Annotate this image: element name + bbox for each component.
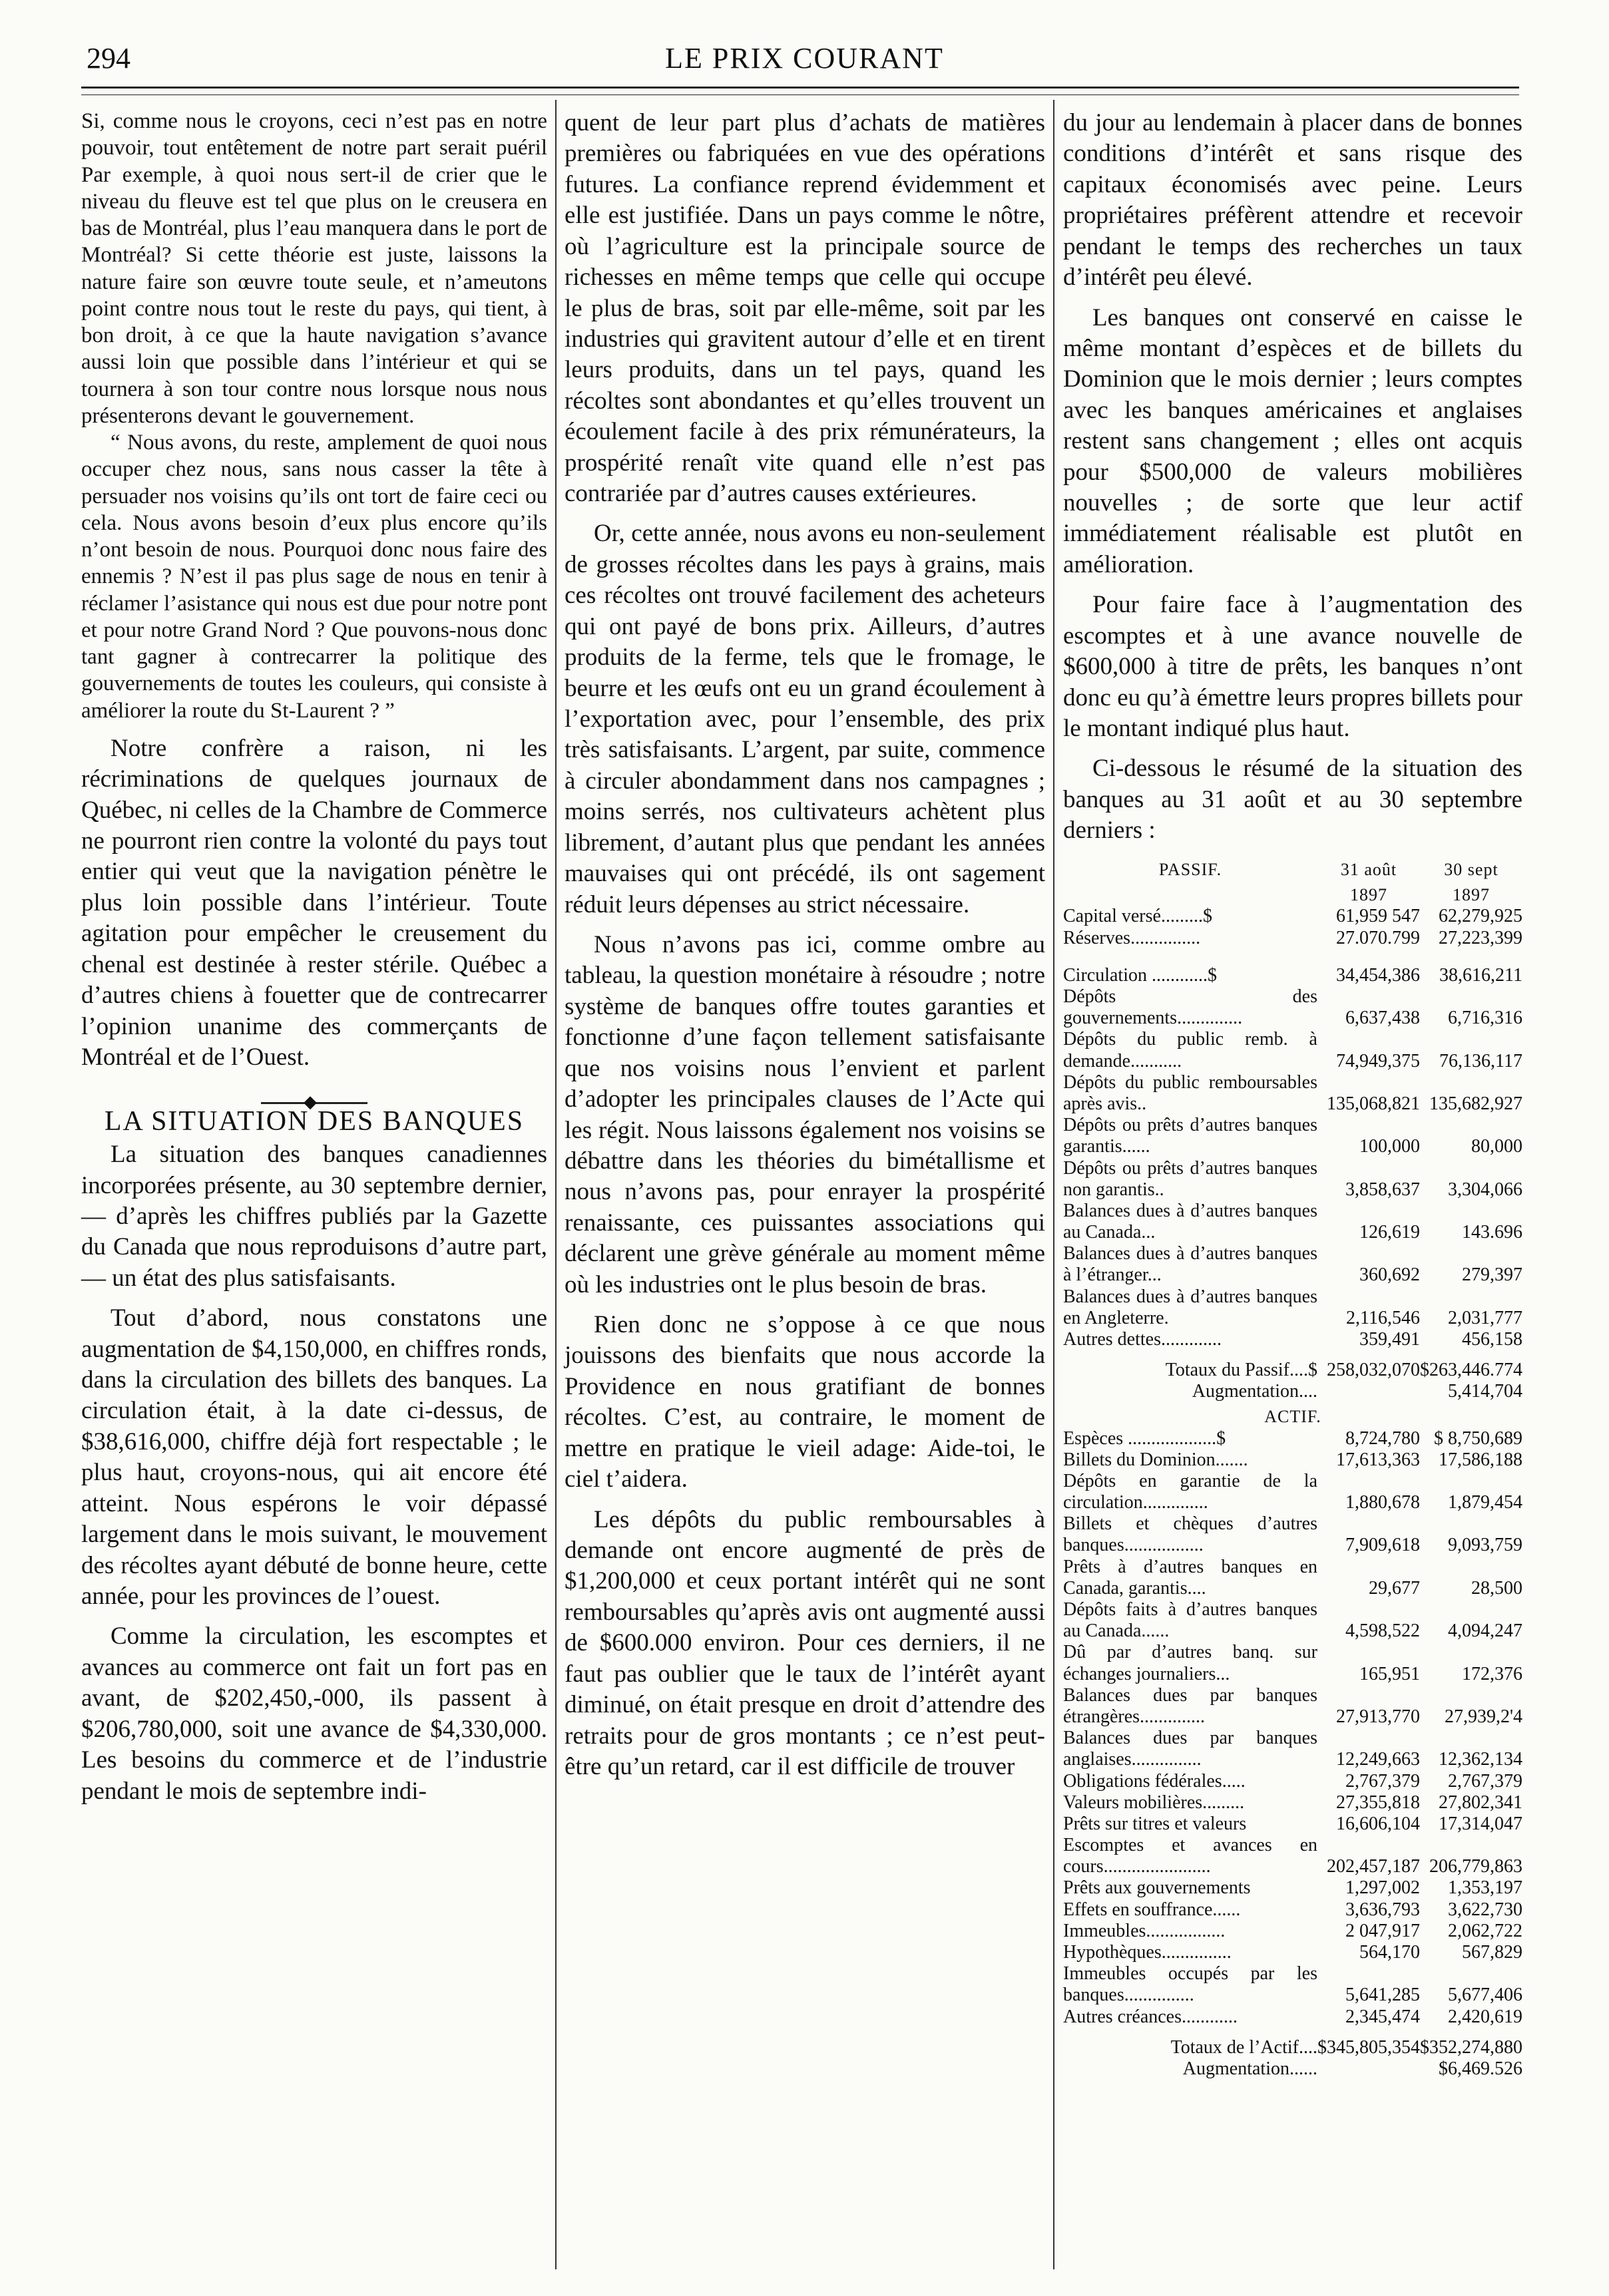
paragraph: La situation des banques canadiennes incorporées présente, au 30 septembre dernier, — d’après les chiffres publiés par la Gazette du Canada que nous reproduisons d’autre part,— un état des plus satisfaisants. bbox=[81, 1141, 547, 1292]
row-label: Dépôts des gouvernements.............. bbox=[1063, 986, 1317, 1029]
passif-total-a: 258,032,070 bbox=[1327, 1360, 1420, 1381]
header-rule bbox=[81, 87, 1519, 89]
table-row bbox=[1063, 1115, 1522, 1157]
row-value-aug: 135,068,821 bbox=[1327, 1093, 1420, 1114]
row-value-aug: 126,619 bbox=[1359, 1222, 1420, 1243]
row-value-aug: 2 047,917 bbox=[1345, 1920, 1420, 1941]
row-value-aug: 2,116,546 bbox=[1346, 1307, 1420, 1328]
row-value-sep: 27,939,2'4 bbox=[1444, 1706, 1522, 1727]
table-row bbox=[1063, 1428, 1522, 1449]
row-value-aug: 27.070.799 bbox=[1336, 927, 1420, 948]
table-row bbox=[1063, 1792, 1522, 1814]
row-value-sep: 3,304,066 bbox=[1448, 1179, 1522, 1200]
row-label: Dépôts faits à d’autres banques au Canada...... bbox=[1063, 1599, 1317, 1642]
row-value-sep: 2,767,379 bbox=[1448, 1770, 1522, 1792]
paragraph: Rien donc ne s’oppose à ce que nous jouissons des bienfaits que nous accorde la Providence en nous gratifiant de bonnes récoltes. C’est, au contraire, le moment de mettre en pratique le vieil adage: Aide-toi, le ciel t’aidera. bbox=[565, 1311, 1045, 1493]
table-row bbox=[1063, 1963, 1522, 2006]
row-label: Dépôts du public remboursables après avis.. bbox=[1063, 1071, 1317, 1114]
actif-total-b: $352,274,880 bbox=[1420, 2036, 1522, 2058]
column-separator bbox=[555, 100, 557, 2269]
passif-augmentation-label: Augmentation.... bbox=[1192, 1381, 1317, 1402]
table-row bbox=[1063, 1029, 1522, 1071]
row-label: Escomptes et avances en cours....................... bbox=[1063, 1835, 1317, 1877]
row-value-sep: 1,353,197 bbox=[1448, 1877, 1522, 1899]
table-row bbox=[1063, 928, 1522, 949]
row-value-sep: 3,622,730 bbox=[1448, 1899, 1522, 1920]
page-number: 294 bbox=[87, 42, 130, 75]
row-value-aug: 3,636,793 bbox=[1345, 1899, 1420, 1920]
section-divider bbox=[261, 1102, 367, 1104]
actif-heading: ACTIF. bbox=[1264, 1406, 1321, 1426]
row-label: Immeubles................. bbox=[1063, 1920, 1226, 1941]
paragraph: Tout d’abord, nous constatons une augmentation de $4,150,000, en chiffres ronds, dans la circulation des billets des banques. La circulation était, à la date ci-dessus, de $38,616,000, chiffre déjà fort respectable ; le plus haut, croyons-nous, qui ait encore été atteint. Nous espérons le voir dépassé largement dans le mois suivant, le mouvement des récoltes ayant débuté de bonne heure, cette année, pour les provinces de l’ouest. bbox=[81, 1304, 547, 1610]
table-row bbox=[1063, 906, 1522, 927]
row-label: Balances dues par banques étrangères.............. bbox=[1063, 1684, 1317, 1727]
row-value-sep: 6,716,316 bbox=[1448, 1008, 1522, 1029]
row-value-sep: 80,000 bbox=[1471, 1136, 1522, 1157]
row-value-sep: 38,616,211 bbox=[1439, 964, 1522, 986]
actif-total-label: Totaux de l’Actif.... bbox=[1170, 2036, 1317, 2058]
table-row bbox=[1063, 1728, 1522, 1770]
row-value-sep: 143.696 bbox=[1462, 1222, 1522, 1243]
passif-heading: PASSIF. bbox=[1158, 859, 1222, 879]
row-value-aug bbox=[1317, 949, 1420, 965]
table-row bbox=[1063, 1899, 1522, 1921]
row-value-sep: $ 8,750,689 bbox=[1434, 1428, 1522, 1449]
row-value-sep: 567,829 bbox=[1462, 1942, 1522, 1963]
row-value-sep: 28,500 bbox=[1471, 1577, 1522, 1599]
row-value-aug: 6,637,438 bbox=[1345, 1008, 1420, 1029]
column-header: 31 août bbox=[1340, 859, 1397, 879]
row-label: Prêts à d’autres banques en Canada, garantis.... bbox=[1063, 1556, 1317, 1599]
row-label: Billets du Dominion....... bbox=[1063, 1449, 1248, 1470]
table-row bbox=[1063, 986, 1522, 1029]
row-value-sep: 135,682,927 bbox=[1429, 1093, 1522, 1114]
paragraph: Les dépôts du public remboursables à demande ont encore augmenté de près de $1,200,000 et ceux portant intérêt qui ne sont remboursables qu’après avis ont augmenté aussi de $600.000 environ. Pour ces derniers, il ne faut pas oublier que le taux de l’intérêt ayant diminué, on était presque en droit d’attendre des retraits pour de gros montants ; ce n’est peut-être qu’un retard, car il est difficile de trouver bbox=[565, 1505, 1045, 1780]
table-row bbox=[1063, 1072, 1522, 1115]
table-row bbox=[1063, 1471, 1522, 1513]
table-row bbox=[1063, 1877, 1522, 1899]
table-row bbox=[1063, 1642, 1522, 1684]
table-row bbox=[1063, 1158, 1522, 1201]
paragraph: Pour faire face à l’augmentation des escomptes et à une avance nouvelle de $600,000 à titre de prêts, les banques n’ont donc eu qu’à émettre leurs propres billets pour le montant indiqué plus haut. bbox=[1063, 591, 1522, 743]
table-row bbox=[1063, 2007, 1522, 2028]
row-label: Effets en souffrance...... bbox=[1063, 1899, 1241, 1920]
column-year: 1897 bbox=[1453, 884, 1490, 904]
row-value-aug: 100,000 bbox=[1359, 1136, 1420, 1157]
row-label: Prêts sur titres et valeurs bbox=[1063, 1813, 1247, 1834]
table-row bbox=[1063, 1921, 1522, 1942]
table-row bbox=[1063, 1201, 1522, 1243]
row-value-aug: 5,641,285 bbox=[1345, 1985, 1420, 2006]
row-value-sep: 206,779,863 bbox=[1429, 1856, 1522, 1877]
column-2 bbox=[565, 108, 1045, 1792]
table-row bbox=[1063, 949, 1522, 965]
row-label: Dû par d’autres banq. sur échanges journaliers... bbox=[1063, 1642, 1317, 1684]
table-row bbox=[1063, 1835, 1522, 1877]
passif-total-label: Totaux du Passif....$ bbox=[1165, 1360, 1317, 1381]
row-value-sep: 456,158 bbox=[1462, 1329, 1522, 1350]
row-value-aug: 61,959 547 bbox=[1336, 906, 1420, 927]
row-value-sep: 4,094,247 bbox=[1448, 1621, 1522, 1642]
row-label: Dépôts en garantie de la circulation.............. bbox=[1063, 1470, 1317, 1513]
row-label: Dépôts du public remb. à demande........... bbox=[1063, 1029, 1317, 1071]
row-value-sep: 2,031,777 bbox=[1448, 1307, 1522, 1328]
actif-augmentation-label: Augmentation...... bbox=[1182, 2058, 1317, 2079]
paragraph: Ci-dessous le résumé de la situation des banques au 31 août et au 30 septembre derniers : bbox=[1063, 755, 1522, 845]
row-value-sep bbox=[1420, 949, 1522, 965]
row-label: Balances dues par banques anglaises............... bbox=[1063, 1728, 1317, 1770]
table-row bbox=[1063, 1513, 1522, 1556]
row-value-sep: 27,223,399 bbox=[1439, 927, 1522, 948]
row-label: Billets et chèques d’autres banques................. bbox=[1063, 1513, 1317, 1556]
bank-statement-table bbox=[1063, 856, 1522, 2080]
row-value-sep: 1,879,454 bbox=[1448, 1492, 1522, 1513]
table-row bbox=[1063, 1599, 1522, 1642]
row-value-sep: 17,586,188 bbox=[1439, 1449, 1522, 1470]
paragraph: Notre confrère a raison, ni les récriminations de quelques journaux de Québec, ni celles de la Chambre de Commerce ne pourront rien contre la volonté du pays tout entier qui veut que la navigation pénètre le plus loin possible dans l’intérieur. Toute agitation pour empêcher le creusement du chenal est destinée à rester stérile. Québec a d’autres chiens à fouetter que de contrecarrer l’opinion unanime des commerçants de Montréal et de l’Ouest. bbox=[81, 734, 547, 1071]
row-value-aug: 165,951 bbox=[1359, 1663, 1420, 1684]
row-value-aug: 8,724,780 bbox=[1345, 1428, 1420, 1449]
table-row bbox=[1063, 1329, 1522, 1350]
row-label: Autres dettes............. bbox=[1063, 1329, 1222, 1350]
column-header: 30 sept bbox=[1444, 859, 1498, 879]
row-value-sep: 76,136,117 bbox=[1439, 1050, 1522, 1071]
row-label: Obligations fédérales..... bbox=[1063, 1770, 1246, 1792]
row-value-aug: 202,457,187 bbox=[1327, 1856, 1420, 1877]
table-row bbox=[1063, 1286, 1522, 1329]
row-label: Balances dues à d’autres banques à l’étranger... bbox=[1063, 1243, 1317, 1286]
row-label: Espèces ...................$ bbox=[1063, 1428, 1226, 1449]
row-value-aug: 27,355,818 bbox=[1336, 1792, 1420, 1813]
row-value-aug: 27,913,770 bbox=[1336, 1706, 1420, 1727]
row-value-sep: 12,362,134 bbox=[1439, 1749, 1522, 1770]
table-row bbox=[1063, 1243, 1522, 1286]
row-value-aug: 29,677 bbox=[1369, 1577, 1420, 1599]
quoted-paragraph: “ Nous avons, du reste, amplement de quoi nous occuper chez nous, sans nous casser la tête à persuader nos voisins qu’ils ont tort de faire ceci ou cela. Nous avons besoin d’eux plus encore qu’ils n’ont besoin de nous. Pourquoi donc nous faire des ennemis ? N’est il pas plus sage de nous en tenir à réclamer l’asistance qui nous est due pour notre pont et pour notre Grand Nord ? Que pouvons-nous donc tant gagner à contrecarrer la politique des gouvernements de toutes les couleurs, qui consiste à améliorer la route du St-Laurent ? ” bbox=[81, 431, 547, 723]
row-value-sep: 62,279,925 bbox=[1439, 906, 1522, 927]
paragraph: Or, cette année, nous avons eu non-seulement de grosses récoltes dans les pays à grains, mais ces récoltes ont trouvé facilement des acheteurs qui ont payé de bons prix. Ailleurs, d’autres produits de la ferme, tels que le fromage, le beurre et les œufs ont eu un grand écoulement à l’exportation avec, pour l’ensemble, des prix très satisfaisants. L’argent, par suite, commence à circuler abondamment dans nos campagnes ; moins serrés, nos cultivateurs achètent plus librement, d’autant plus que pendant les années mauvaises qui ont précédé, ils ont sagement réduit leurs dépenses au strict nécessaire. bbox=[565, 520, 1045, 918]
row-value-sep: 172,376 bbox=[1462, 1663, 1522, 1684]
row-value-aug: 1,880,678 bbox=[1345, 1492, 1420, 1513]
paragraph: Nous n’avons pas ici, comme ombre au tableau, la question monétaire à résoudre ; notre système de banques offre toutes garanties et fonctionne d’une façon tellement satisfaisante que nos voisins nous l’envient et parlent d’adopter les principales clauses de l’Acte qui les régit. Nous laissons également nos voisins se débattre dans les théories du bimétallisme et nous n’avons pas, pour enrayer la prospérité renaissante, ces puissantes associations qui déclarent une grève générale au moment même où les industries ont le plus besoin de bras. bbox=[565, 930, 1045, 1298]
table-row bbox=[1063, 965, 1522, 986]
row-value-sep: 27,802,341 bbox=[1439, 1792, 1522, 1813]
row-label: Prêts aux gouvernements bbox=[1063, 1877, 1251, 1899]
column-separator bbox=[1053, 100, 1054, 2269]
paragraph: quent de leur part plus d’achats de matières premières ou fabriquées en vue des opérations futures. La confiance reprend évidemment et elle est justifiée. Dans un pays comme le nôtre, où l’agriculture est la principale source de richesses en même temps que celle qui occupe le plus de bras, soit par elle-même, soit par les industries qui gravitent autour d’elle et en tirent leurs produits, dans un tel pays, quand les récoltes sont abondantes et qu’elles trouvent un écoulement facile à des prix rémunérateurs, la prospérité renaît vite quand elle n’est pas contrariée par d’autres causes extérieures. bbox=[565, 109, 1045, 508]
column-3 bbox=[1063, 108, 1522, 2080]
row-label: Dépôts ou prêts d’autres banques non garantis.. bbox=[1063, 1157, 1317, 1200]
row-value-sep: 2,062,722 bbox=[1448, 1920, 1522, 1941]
row-value-aug: 359,491 bbox=[1359, 1329, 1420, 1350]
row-label: Circulation ............$ bbox=[1063, 964, 1217, 986]
row-label: Immeubles occupés par les banques............... bbox=[1063, 1963, 1317, 2006]
row-label: Réserves............... bbox=[1063, 927, 1201, 948]
row-value-aug: 17,613,363 bbox=[1336, 1449, 1420, 1470]
passif-total-b: $263,446.774 bbox=[1420, 1360, 1522, 1381]
row-label: Capital versé.........$ bbox=[1063, 906, 1212, 927]
row-label: Valeurs mobilières......... bbox=[1063, 1792, 1245, 1813]
quoted-paragraph: Si, comme nous le croyons, ceci n’est pas en notre pouvoir, tout entêtement de notre part serait puéril Par exemple, à quoi nous sert-il de crier que le niveau du fleuve est tel que plus on le creusera en bas de Montréal, plus l’eau manquera dans le port de Montréal? Si cette théorie est juste, laissons la nature faire son œuvre toute seule, et n’ameutons point contre nous tout le reste du pays, qui tient, à bon droit, à ce que la haute navigation s’avance aussi loin que possible dans l’intérieur et qui se tournera à son tour contre nous lorsque nous nous présenterons devant le gouvernement. bbox=[81, 109, 547, 428]
row-value-sep: 5,677,406 bbox=[1448, 1985, 1522, 2006]
table-row bbox=[1063, 1449, 1522, 1471]
paragraph: Comme la circulation, les escomptes et avances au commerce ont fait un fort pas en avant, de $202,450,-000, ils passent à $206,780,000, soit une avance de $4,330,000. Les besoins du commerce et de l’industrie pendant le mois de septembre indi- bbox=[81, 1623, 547, 1805]
row-label: Autres créances............ bbox=[1063, 2006, 1238, 2027]
row-value-aug: 74,949,375 bbox=[1336, 1050, 1420, 1071]
row-value-sep: 2,420,619 bbox=[1448, 2006, 1522, 2027]
section-heading: LA SITUATION DES BANQUES bbox=[104, 1106, 525, 1137]
row-value-aug: 564,170 bbox=[1359, 1942, 1420, 1963]
column-1 bbox=[81, 108, 547, 1816]
row-value-aug: 3,858,637 bbox=[1345, 1179, 1420, 1200]
row-value-aug: 7,909,618 bbox=[1345, 1535, 1420, 1556]
row-value-aug: 2,767,379 bbox=[1345, 1770, 1420, 1792]
row-value-sep: 279,397 bbox=[1462, 1264, 1522, 1286]
table-row bbox=[1063, 1557, 1522, 1599]
row-value-aug: 2,345,474 bbox=[1345, 2006, 1420, 2027]
row-label: Balances dues à d’autres banques en Angleterre. bbox=[1063, 1286, 1317, 1328]
row-label: Balances dues à d’autres banques au Canada... bbox=[1063, 1200, 1317, 1243]
row-label: Dépôts ou prêts d’autres banques garantis...... bbox=[1063, 1115, 1317, 1157]
table-row bbox=[1063, 1685, 1522, 1728]
row-value-aug: 4,598,522 bbox=[1345, 1621, 1420, 1642]
row-value-aug: 360,692 bbox=[1359, 1264, 1420, 1286]
row-value-aug: 16,606,104 bbox=[1336, 1813, 1420, 1834]
paragraph: Les banques ont conservé en caisse le même montant d’espèces et de billets du Dominion que le mois dernier ; leurs comptes avec les banques américaines et anglaises restent sans changement ; elles ont acquis pour $500,000 de valeurs mobilières nouvelles ; de sorte que leur actif immédiatement réalisable est plutôt en amélioration. bbox=[1063, 303, 1522, 578]
table-row bbox=[1063, 1942, 1522, 1963]
actif-total-a: $345,805,354 bbox=[1317, 2036, 1420, 2058]
row-value-sep: 17,314,047 bbox=[1439, 1813, 1522, 1834]
row-value-aug: 34,454,386 bbox=[1336, 964, 1420, 986]
table-row bbox=[1063, 1814, 1522, 1835]
paragraph: du jour au lendemain à placer dans de bonnes conditions d’intérêt et sans risque des capitaux économisés avec peine. Leurs propriétaires préfèrent attendre et recevoir pendant le temps des recherches un taux d’intérêt peu élevé. bbox=[1063, 109, 1522, 291]
actif-augmentation-value: $6,469.526 bbox=[1439, 2058, 1522, 2079]
row-value-aug: 12,249,663 bbox=[1336, 1749, 1420, 1770]
passif-augmentation-value: 5,414,704 bbox=[1448, 1381, 1522, 1402]
row-label: Hypothèques............... bbox=[1063, 1942, 1232, 1963]
column-year: 1897 bbox=[1350, 884, 1387, 904]
row-label bbox=[1063, 949, 1317, 965]
running-title: LE PRIX COURANT bbox=[665, 42, 944, 75]
table-row bbox=[1063, 1771, 1522, 1792]
row-value-sep: 9,093,759 bbox=[1448, 1535, 1522, 1556]
row-value-aug: 1,297,002 bbox=[1345, 1877, 1420, 1899]
